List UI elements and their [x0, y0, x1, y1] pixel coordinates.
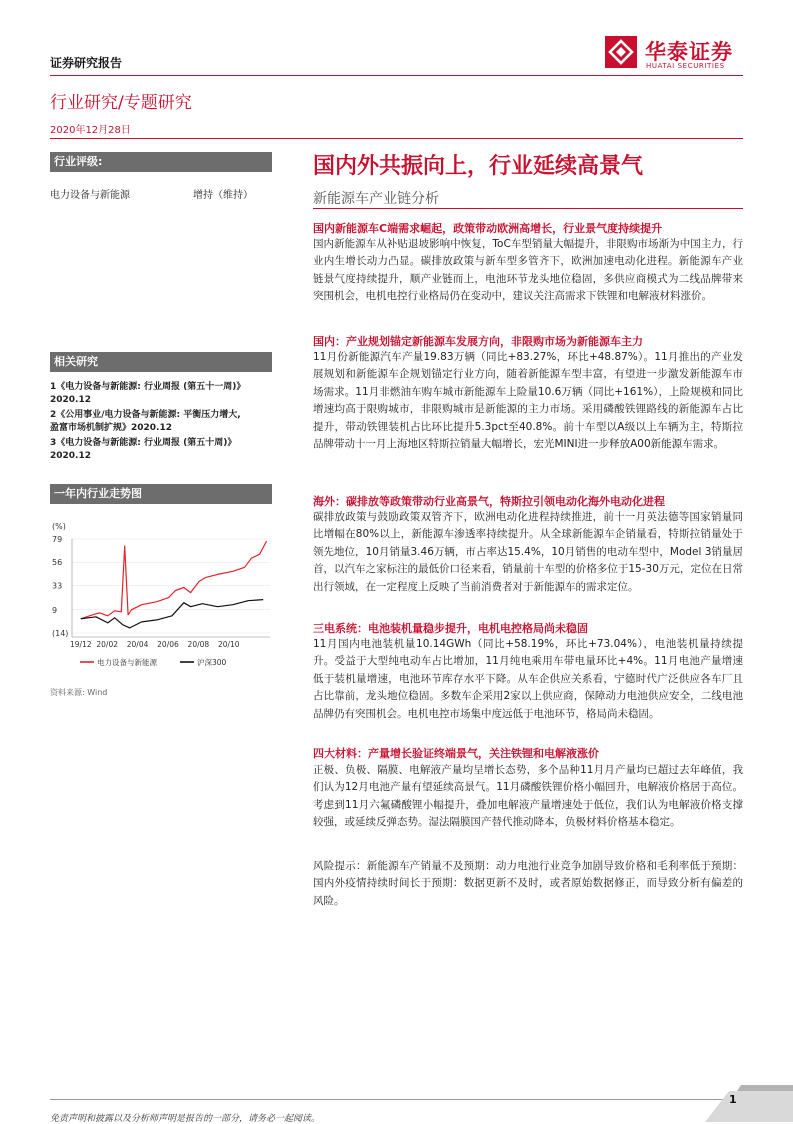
huatai-logo-icon [605, 36, 637, 68]
related-item[interactable] [50, 409, 282, 435]
y-tick-label: 33 [52, 581, 63, 591]
date-divider [50, 138, 743, 139]
section-heading-three-electric: 三电系统：电池装机量稳步提升，电机电控格局尚未稳固 [313, 622, 588, 635]
section-heading-overview: 国内新能源车C端需求崛起，政策带动欧洲高增长，行业景气度持续提升 [313, 222, 663, 235]
related-item-date: 2020.12 [50, 451, 91, 461]
page-title: 国内外共振向上，行业延续高景气 [313, 154, 644, 179]
footer-divider [50, 1099, 743, 1100]
y-axis-unit: (%) [52, 522, 66, 531]
rating-heading: 行业评级: [50, 152, 272, 172]
related-heading: 相关研究 [50, 352, 272, 372]
page-number: 1 [729, 1093, 737, 1106]
page-subtitle: 新能源车产业链分析 [313, 191, 439, 207]
related-item[interactable] [50, 437, 282, 463]
related-item-date: 2020.12 [50, 395, 91, 405]
logo-english: HUATAI SECURITIES [646, 62, 725, 70]
related-item-title: 3《电力设备与新能源: 行业周报 (第五十周)》 [50, 438, 237, 448]
section-body-overseas: 碳排放政策与鼓励政策双管齐下，欧洲电动化进程持续推进，前十一月英法德等国家销量同比增幅在80%以上，新能源车渗透率持续提升。从全球新能源车企销量看，特斯拉销量处于领先地位，10月销量3.46万辆，市占率达15.4%，10月销售的电动车型中，Model 3销量居首，以汽车之家标注的最低价口径来看，销量前十车型的价格多位于15-30万元，定位在日常出行领域，在一定程度上反映了当前消费者对于新能源车的需求定位。 [313, 511, 743, 593]
section-heading-domestic: 国内：产业规划锚定新能源车发展方向，非限购市场为新能源车主力 [313, 335, 643, 348]
section-body-materials: 正极、负极、隔膜、电解液产量均呈增长态势，多个品种11月月产量均已超过去年峰值，我们认为12月电池产量有望延续高景气。11月磷酸铁锂价格小幅回升，电解液价格居于高位。考虑到11月六氟磷酸锂小幅提升，叠加电解液产量增速处于低位，我们认为电解液价格支撑较强，或延续反弹态势。湿法隔膜国产替代推动降本，负极材料价格基本稳定。 [313, 764, 743, 829]
section-body-overview: 国内新能源车从补贴退坡影响中恢复，ToC车型销量大幅提升，非限购市场渐为中国主力，行业内生增长动力凸显。碳排放政策与新车型多管齐下，欧洲加速电动化进程。新能源车产业链景气度持续提升，顺产业链而上，电池环节龙头地位稳固，多供应商模式为二线品牌带来突围机会，电机电控行业格局仍在变动中，建议关注高需求下铁锂和电解液材料涨价。 [313, 238, 743, 303]
section-heading-overseas: 海外：碳排放等政策带动行业高景气，特斯拉引领电动化海外电动化进程 [313, 495, 665, 508]
footer-disclaimer: 免责声明和披露以及分析师声明是报告的一部分，请务必一起阅读。 [50, 1114, 321, 1124]
related-item-date: 盈富市场机制扩规》2020.12 [50, 423, 172, 433]
header-divider [50, 75, 743, 76]
industry-trend-chart [50, 515, 272, 680]
x-tick-label: 20/02 [96, 640, 119, 649]
section-body-domestic: 11月份新能源汽车产量19.83万辆（同比+83.27%，环比+48.87%）。11月推出的产业发展规划和新能源车企规划锚定行业方向，随着新能源车型丰富，有望进一步激发新能源车市场需求。11月非燃油车购车城市新能源车上险量10.6万辆（同比+161%），上险规模和同比增速均高于限购城市，非限购城市是新能源的主力市场。采用磷酸铁锂路线的新能源车占比提升，带动铁锂装机占比环比提升5.3pct至40.8%。前十车型以A级以上车辆为主，特斯拉品牌带动十一月上海地区特斯拉销量大幅增长，宏光MINI进一步释放A00新能源车需求。 [313, 351, 743, 451]
trend-heading: 一年内行业走势图 [50, 484, 272, 504]
report-category: 行业研究/专题研究 [50, 93, 192, 113]
y-tick-label: 56 [52, 558, 63, 568]
report-type: 证券研究报告 [50, 56, 123, 70]
x-tick-label: 20/06 [157, 640, 179, 649]
x-tick-label: 20/10 [217, 640, 240, 649]
logo-wordmark: 华泰证券 [645, 40, 733, 64]
y-tick-label: (14) [52, 629, 69, 638]
x-tick-label: 20/04 [126, 640, 149, 649]
section-heading-materials: 四大材料：产量增长验证终端景气，关注铁锂和电解液涨价 [313, 747, 599, 760]
page-corner-decoration [705, 1085, 793, 1122]
related-item-title: 2《公用事业/电力设备与新能源: 平衡压力增大, [50, 410, 241, 420]
x-tick-label: 20/08 [187, 640, 210, 649]
related-item-title: 1《电力设备与新能源: 行业周报 (第五十一周)》 [50, 382, 246, 392]
related-item[interactable] [50, 381, 282, 407]
section-body-three-electric: 11月国内电池装机量10.14GWh（同比+58.19%，环比+73.04%），电池装机量持续提升。受益于大型纯电动车占比增加，11月纯电乘用车带电量环比+4%。11月电池产量增速低于装机量增速，电池环节库存水平下降。从车企供应关系看，宁德时代广泛供应各车厂且占比靠前，龙头地位稳固。多数车企采用2家以上供应商，保障动力电池供应安全，二线电池品牌仍有突围机会。电机电控市场集中度远低于电池环节，格局尚未稳固。 [313, 638, 743, 720]
series-line-industry [81, 541, 267, 619]
legend-label: 沪深300 [197, 658, 227, 667]
y-tick-label: 79 [52, 535, 63, 544]
chart-source: 资料来源: Wind [50, 688, 108, 697]
rating-value: 增持（维持） [193, 190, 253, 201]
report-date: 2020年12月28日 [50, 125, 131, 136]
series-line-index [81, 600, 263, 628]
x-tick-label: 19/12 [70, 640, 92, 649]
y-tick-label: 9 [52, 605, 58, 615]
risk-warning: 风险提示：新能源车产销量不及预期：动力电池行业竞争加剧导致价格和毛利率低于预期：国内外疫情持续时间长于预期：数据更新不及时，或者原始数据修正，而导致分析有偏差的风险。 [313, 860, 743, 907]
legend-label: 电力设备与新能源 [97, 658, 157, 667]
subtitle-divider [313, 208, 743, 209]
industry-name: 电力设备与新能源 [50, 190, 130, 201]
